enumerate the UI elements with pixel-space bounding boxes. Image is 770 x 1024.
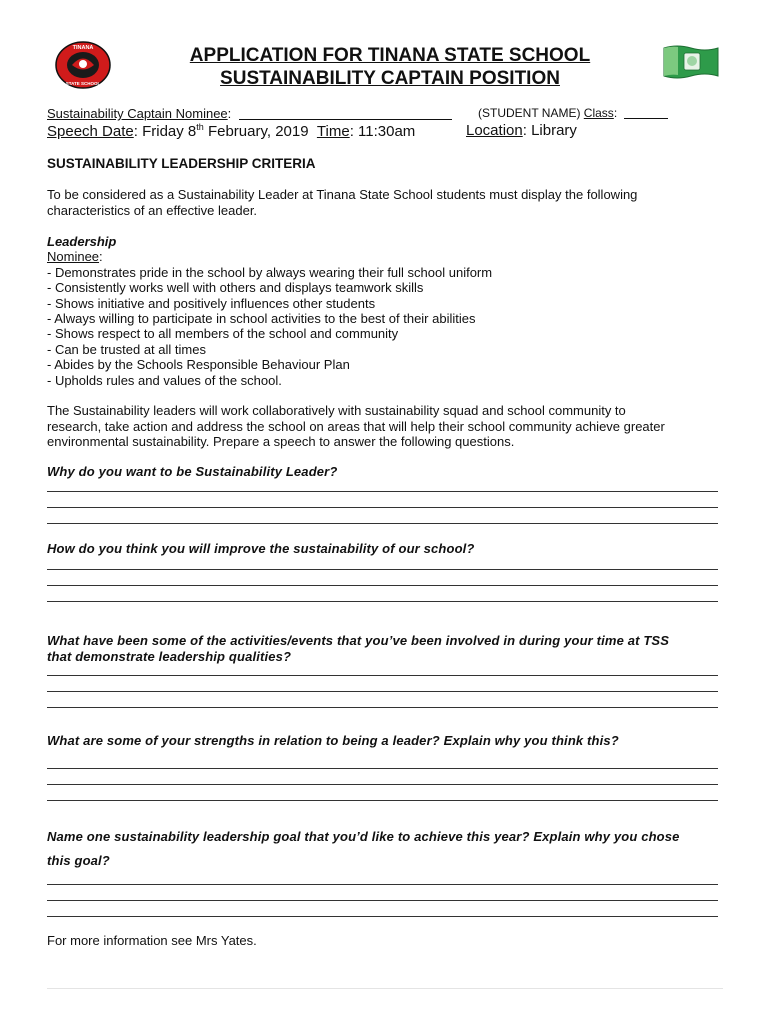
criteria-closing: The Sustainability leaders will work collaboratively with sustainability squad and school community to research, take action and address the school on areas that will help their school community achieve greater environmental sustainability. Prepare a speech to answer the following questions. [47,403,665,449]
nominee-label: Sustainability Captain Nominee [47,106,228,121]
answer-line[interactable] [47,585,718,586]
answer-line[interactable] [47,800,718,801]
question-3: What have been some of the activities/events that you’ve been involved in during your time at TSS that demonstrate leadership qualities? [47,633,670,664]
answer-line[interactable] [47,691,718,692]
speech-date-value: Friday 8th February, 2019 [142,122,309,140]
question-5: Name one sustainability leadership goal that you’d like to achieve this year? Explain why you chose this goal? [47,829,680,868]
answer-line[interactable] [47,675,718,676]
location-row: Location: Library [466,122,577,139]
list-item: - Always willing to participate in school activities to the best of their abilities [47,311,476,327]
page-title-line-2: SUSTAINABILITY CAPTAIN POSITION [220,68,560,89]
list-item: - Shows initiative and positively influences other students [47,295,376,311]
list-item: - Abides by the Schools Responsible Behaviour Plan [47,357,350,373]
question-2: How do you think you will improve the sustainability of our school? [47,541,475,556]
leadership-title: Leadership [47,234,117,249]
list-item: - Consistently works well with others and displays teamwork skills [47,280,424,296]
crest-bottom-text: STATE SCHOOL [65,81,101,86]
time-value: 11:30am [358,123,416,140]
nominee-subheading: Nominee: [47,249,103,265]
location-label: Location [466,122,523,139]
answer-line[interactable] [47,523,718,524]
class-field[interactable] [624,118,668,119]
time-label: Time [316,123,350,140]
question-4: What are some of your strengths in relation to being a leader? Explain why you think this? [47,733,619,748]
list-item: - Demonstrates pride in the school by always wearing their full school uniform [47,264,493,280]
criteria-heading: SUSTAINABILITY LEADERSHIP CRITERIA [47,156,316,171]
answer-line[interactable] [47,784,718,785]
footer-note: For more information see Mrs Yates. [47,933,257,948]
answer-line[interactable] [47,916,718,917]
nominee-row: Sustainability Captain Nominee: [47,106,452,121]
criteria-intro: To be considered as a Sustainability Leader at Tinana State School students must display the following characteristics of an effective leader. [47,187,638,218]
answer-line[interactable] [47,707,718,708]
answer-line[interactable] [47,569,718,570]
location-value: Library [531,122,577,139]
student-name-class-row: (STUDENT NAME) Class: [478,106,668,120]
answer-line[interactable] [47,491,718,492]
list-item: - Shows respect to all members of the school and community [47,326,399,342]
answer-line[interactable] [47,507,718,508]
answer-line[interactable] [47,900,718,901]
answer-line[interactable] [47,768,718,769]
school-crest-logo [54,40,112,90]
page-divider [47,988,723,989]
nominee-name-field[interactable] [239,119,452,120]
page-title-line-1: APPLICATION FOR TINANA STATE SCHOOL [189,45,591,66]
crest-top-text: TINANA [72,45,94,51]
answer-line[interactable] [47,884,718,885]
speech-date-label: Speech Date [47,123,134,140]
answer-line[interactable] [47,601,718,602]
sustainability-flag-logo [662,42,720,82]
leadership-section [47,234,492,388]
question-1: Why do you want to be Sustainability Leader? [47,464,338,479]
leadership-criteria-list [47,265,492,388]
speech-date-row: Speech Date: Friday 8th February, 2019 Time: 11:30am [47,122,416,140]
student-name-label: (STUDENT NAME) [478,106,581,120]
list-item: - Can be trusted at all times [47,341,206,357]
class-label: Class [583,106,614,120]
list-item: - Upholds rules and values of the school. [47,372,282,388]
